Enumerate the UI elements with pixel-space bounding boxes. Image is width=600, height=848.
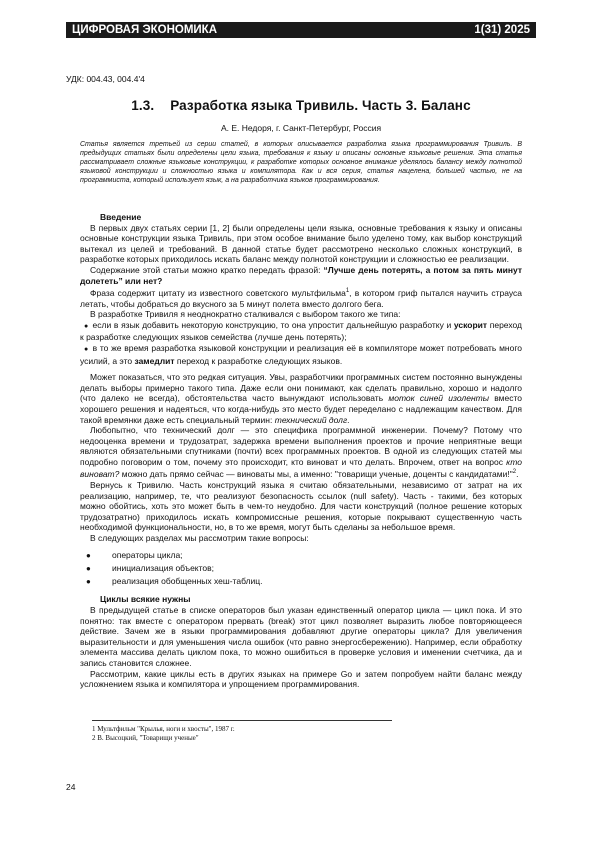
paragraph: В следующих разделах мы рассмотрим такие вопросы: <box>90 532 309 543</box>
authors: А. Е. Недоря, г. Санкт-Петербург, Россия <box>220 123 382 133</box>
section-number: 1.3. <box>131 98 155 113</box>
bullet-icon: ● <box>86 551 91 561</box>
bullet-icon: ● <box>84 345 89 353</box>
bullet-item: ● если в язык добавить некоторую конструкцию, то она упростит дальнейшую разработку и ускорит переход к разработке следующих языков семейства (лучше день потерять); <box>80 319 522 343</box>
footnote: 2 В. Высоцкий, "Товарищи ученые" <box>92 734 199 742</box>
heading-introduction: Введение <box>100 212 142 222</box>
footnote: 1 Мультфильм "Крылья, ноги и хвосты", 1987 г. <box>92 725 235 733</box>
paragraph: Вернусь к Тривилю. Часть конструкций языка я считаю обязательными, независимо от затрат на их реализацию, например, те, что реализуют безопасность ссылок (null safety). Часть - такими, без которых можно обойтись, хоть это может быть в чем-то неудобно. Для части конструкций (полное решение которых трудозатратно) приходилось искать компромиссные решения, которые покрывают существенную часть необходимой функциональности, но, в то же время, могут быть сделаны за небольшое время. <box>80 479 522 533</box>
list-item: ● операторы цикла; <box>86 550 183 561</box>
list-item: ● реализация обобщенных хеш-таблиц. <box>86 576 263 587</box>
issue-number: 1(31) 2025 <box>474 24 530 36</box>
page-number: 24 <box>66 782 76 792</box>
topics-list <box>86 549 522 588</box>
paragraph: В первых двух статьях серии [1, 2] были определены цели языка, основные требования к языку и описаны основные конструкции языка Тривиль, при этом особое внимание было уделено тому, как выбор конструкций вытекал из целей и требований. В данной статье будет рассмотрено несколько сложных конструкций, в разработке которых приходилось искать баланс между полнотой конструкции и сложностью ее реализации. <box>80 222 522 265</box>
journal-header <box>66 22 536 38</box>
paragraph: Может показаться, что это редкая ситуация. Увы, разработчики программных систем постоянно вынуждены делать выборы примерно такого типа. Даже если они понимают, как сделать правильно, хорошо и надолго (что далеко не всегда), обстоятельства часто вынуждают использовать моток синей изоленты вместо хорошего решения и надеяться, что когда-нибудь это место будет переделано с надлежащим качеством. Для такой времянки даже есть специальный термин: технический долг. <box>80 372 522 425</box>
list-item: ● инициализация объектов; <box>86 563 215 574</box>
bullet-icon: ● <box>86 577 91 587</box>
heading-loops: Циклы всякие нужны <box>100 594 191 605</box>
article-body <box>80 212 522 690</box>
quote: “Лучше день потерять, а потом за пять минут долететь” или нет? <box>80 264 522 286</box>
bullet-icon: ● <box>86 564 91 574</box>
udk-code: УДК: 004.43, 004.4'4 <box>66 74 145 84</box>
abstract: Статья является третьей из серии статей, в которых описывается разработка языка программирования Тривиль. В предыдущих статьях были определены цели языка, требования к языку и описаны основные языковые решения. Эта статья рассматривает сложные языковые конструкции, к разработке которых основное внимание уделялось балансу между полнотой языковой конструкции и сложностью языка и компилятора. Как и вся серия, статья нацелена, большей частью, не на программиста, который использует язык, а на разработчика языков программирования. <box>80 141 522 184</box>
paragraph: Содержание этой статьи можно кратко передать фразой: “Лучше день потерять, а потом за пять минут долететь” или нет? <box>80 264 522 286</box>
journal-name: ЦИФРОВАЯ ЭКОНОМИКА <box>72 24 218 36</box>
title-text: Разработка языка Тривиль. Часть 3. Баланс <box>170 98 471 113</box>
bullet-icon: ● <box>84 322 89 330</box>
footnote-ref: 2 <box>512 469 517 476</box>
paragraph: В предыдущей статье в списке операторов был указан единственный оператор цикла — цикл пока. И это понятно: так вместе с оператором прервать (break) этот цикл позволяет выразить любое повторяющееся действие. Зачем же в языки программирования добавляют другие операторы цикла? Для увеличения выразительности и для уменьшения числа ошибок (что равно энергосбережению). Например, если обработку элемента массива делать циклом пока, то можно ошибиться в проверке условия и именении счетчика, да и запись становится сложнее. <box>80 605 522 669</box>
footnote-ref: 1 <box>345 288 350 295</box>
paragraph: Любопытно, что технический долг — это специфика программной инженерии. Почему? Потому что недооценка времени и трудозатрат, задержка времени выполнения проектов и прочие неприятные вещи являются обязательными спутниками (почти) всех программных проектов. В одной из следующих статей мы подробно поговорим о том, почему это происходит, кто виноват и что делать. Впрочем, ответ на вопрос кто виноват? можно дать прямо сейчас — виноваты мы, а именно: "товарищи ученые, доценты с кандидатами!"$^2$. <box>80 425 522 480</box>
footnotes <box>92 720 392 743</box>
paragraph: Фраза содержит цитату из известного советского мультфильма$^1$, в котором гриф пытался научить страуса летать, чтобы добраться до вкусного за 5 минут полета вместо долгого бега. <box>80 287 522 309</box>
paragraph: В разработке Тривиля я неоднократно сталкивался с выбором такого же типа: <box>90 309 401 320</box>
bullet-item: ● в то же время разработка языковой конструкции и реализация её в компиляторе может потребовать много усилий, а это замедлит переход к разработке следующих языков. <box>80 342 522 366</box>
article-title <box>66 98 536 113</box>
paragraph: Рассмотрим, какие циклы есть в других языках на примере Go и затем попробуем найти баланс между усложнением языка и компилятора и упрощением программирования. <box>80 668 522 690</box>
